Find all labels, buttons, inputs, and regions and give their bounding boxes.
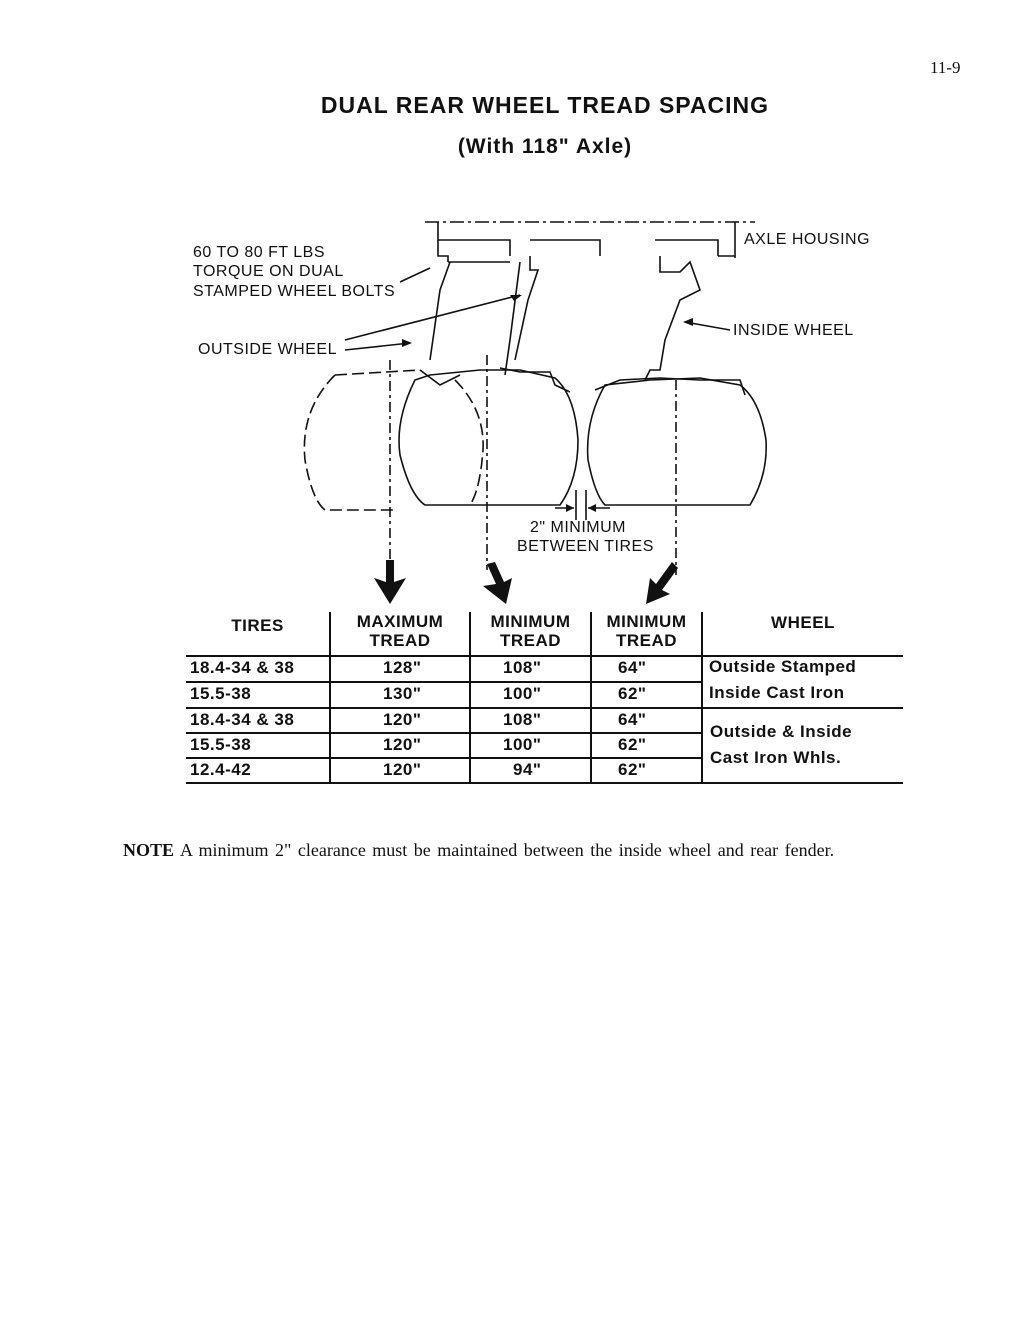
middle-tire — [399, 370, 578, 505]
wheel-group-2-line2: Cast Iron Whls. — [710, 748, 842, 767]
wheel-group-1-line2: Inside Cast Iron — [709, 683, 845, 702]
label-min-between-2: BETWEEN TIRES — [517, 538, 654, 555]
header-min-tread-a-line2: TREAD — [499, 631, 562, 650]
cell-min-b: 64" — [618, 658, 647, 677]
arrow-max-tread — [374, 560, 406, 604]
outside-wheel-hub — [430, 240, 520, 375]
cell-max: 130" — [383, 684, 422, 703]
cell-min-a: 108" — [503, 658, 542, 677]
cell-min-a: 94" — [513, 760, 542, 779]
inside-wheel-hub — [515, 256, 700, 380]
header-max-tread-line2: TREAD — [369, 631, 431, 650]
wheel-group-1-line1: Outside Stamped — [709, 657, 857, 676]
cell-min-a: 108" — [503, 710, 542, 729]
cell-min-b: 62" — [618, 735, 647, 754]
note-text: A minimum 2" clearance must be maintained between the inside wheel and rear fender. — [180, 840, 835, 860]
arrow-min-tread-b — [646, 562, 678, 604]
page-number: 11-9 — [930, 58, 961, 77]
label-axle-housing: AXLE HOUSING — [744, 231, 871, 248]
axle-housing — [438, 222, 735, 258]
header-min-tread-b-line1: MINIMUM — [606, 612, 687, 631]
label-inside-wheel: INSIDE WHEEL — [733, 322, 854, 339]
cell-tires: 18.4-34 & 38 — [190, 658, 295, 677]
note — [123, 840, 834, 861]
cell-tires: 15.5-38 — [190, 735, 252, 754]
label-torque-2: TORQUE ON DUAL — [193, 263, 344, 280]
note-label: NOTE — [123, 840, 175, 860]
label-torque-3: STAMPED WHEEL BOLTS — [193, 283, 396, 300]
header-max-tread-line1: MAXIMUM — [356, 612, 444, 631]
cell-min-a: 100" — [503, 684, 542, 703]
header-tires: TIRES — [231, 616, 284, 635]
outside-tire-right — [455, 380, 483, 505]
header-min-tread-a-line1: MINIMUM — [490, 612, 571, 631]
cell-max: 120" — [383, 710, 422, 729]
cell-max: 120" — [383, 735, 422, 754]
cell-min-b: 64" — [618, 710, 647, 729]
wheel-group-2-line1: Outside & Inside — [710, 722, 853, 741]
header-min-tread-b-line2: TREAD — [615, 631, 678, 650]
cell-tires: 18.4-34 & 38 — [190, 710, 295, 729]
cell-min-a: 100" — [503, 735, 542, 754]
header-wheel: WHEEL — [771, 613, 835, 632]
cell-tires: 12.4-42 — [190, 760, 252, 779]
label-min-between-1: 2" MINIMUM — [530, 519, 627, 536]
inside-tire — [588, 378, 767, 505]
cell-max: 120" — [383, 760, 422, 779]
label-outside-wheel: OUTSIDE WHEEL — [198, 341, 337, 358]
cell-tires: 15.5-38 — [190, 684, 252, 703]
page-title: DUAL REAR WHEEL TREAD SPACING — [320, 92, 770, 118]
cell-min-b: 62" — [618, 760, 647, 779]
cell-max: 128" — [383, 658, 422, 677]
dual-wheel-diagram — [0, 0, 1024, 620]
cell-min-b: 62" — [618, 684, 647, 703]
page-subtitle: (With 118" Axle) — [457, 135, 633, 158]
outside-tire-left — [304, 375, 395, 510]
label-torque-1: 60 TO 80 FT LBS — [193, 244, 326, 261]
